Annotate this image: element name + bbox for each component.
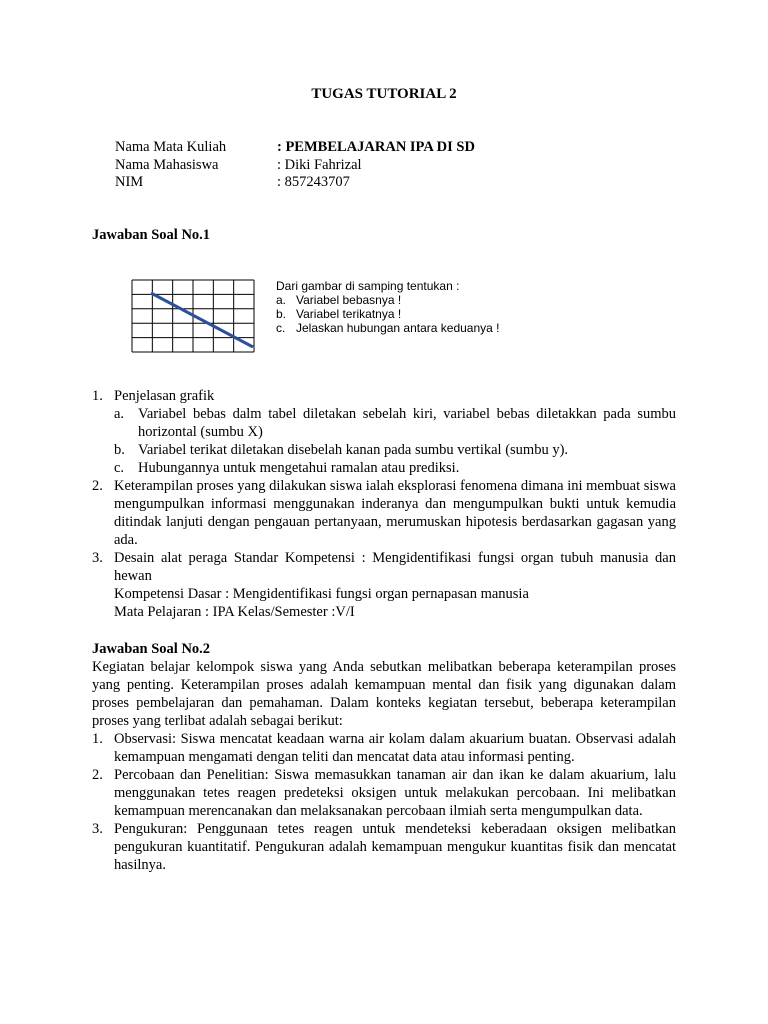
answer-item <box>92 477 676 549</box>
answer-item <box>92 549 676 621</box>
sub-item <box>114 405 676 441</box>
sub-item <box>114 459 676 477</box>
answer-text: Kompetensi Dasar : Mengidentifikasi fungsi organ pernapasan manusia <box>114 586 529 602</box>
answer-item <box>92 766 676 820</box>
question-letter: b. <box>276 307 287 321</box>
sub-letter: b. <box>114 442 125 458</box>
answer-number: 2. <box>92 478 103 494</box>
sub-text: Variabel terikat diletakan disebelah kanan pada sumbu vertikal (sumbu y). <box>138 442 569 458</box>
answer-text: Desain alat peraga Standar Kompetensi : Mengidentifikasi fungsi organ tubuh manusia dan hewan <box>114 550 676 584</box>
sub-text: Variabel bebas dalm tabel diletakan sebelah kiri, variabel bebas diletakkan pada sumbu horizontal (sumbu X) <box>138 406 676 440</box>
question-letter: c. <box>276 321 286 335</box>
question-letter: a. <box>276 293 287 307</box>
question-box <box>276 279 500 335</box>
answers-section-2 <box>92 658 676 874</box>
intro-paragraph: Kegiatan belajar kelompok siswa yang Anda sebutkan melibatkan beberapa keterampilan proses yang penting. Keterampilan proses adalah kemampuan mental dan fisik yang digunakan dalam proses pembelajaran dan pemahaman. Dalam konteks kegiatan tersebut, beberapa keterampilan proses yang terlibat adalah sebagai berikut: <box>92 659 676 729</box>
answer-text: Percobaan dan Penelitian: Siswa memasukkan tanaman air dan ikan ke dalam akuarium, lalu menggunakan tetes reagen predeteksi oksigen untuk melakukan percobaan. Ini melibatkan kemampuan merencanakan dan melaksanakan percobaan ilmiah serta mengumpulkan data. <box>114 767 676 819</box>
info-block <box>115 138 475 191</box>
info-value: : 857243707 <box>277 174 350 190</box>
info-row-student <box>115 156 475 174</box>
info-label: Nama Mata Kuliah <box>115 139 227 155</box>
section-heading-1: Jawaban Soal No.1 <box>92 227 211 243</box>
question-item <box>276 307 500 321</box>
answer-text: Observasi: Siswa mencatat keadaan warna air kolam dalam akuarium buatan. Observasi adalah kemampuan mengamati dengan teliti dan mencatat data atau informasi penting. <box>114 731 676 765</box>
answer-text: Mata Pelajaran : IPA Kelas/Semester :V/I <box>114 604 355 620</box>
sub-letter: c. <box>114 460 125 476</box>
answer-number: 3. <box>92 821 103 837</box>
answer-text: Penjelasan grafik <box>114 388 215 404</box>
question-text: Variabel bebasnya ! <box>296 293 402 307</box>
info-label: NIM <box>115 174 144 190</box>
question-text: Jelaskan hubungan antara keduanya ! <box>296 321 500 335</box>
question-item <box>276 321 500 335</box>
sub-letter: a. <box>114 406 125 422</box>
question-item <box>276 293 500 307</box>
graph-figure <box>131 279 255 353</box>
answer-number: 1. <box>92 388 103 404</box>
question-text: Variabel terikatnya ! <box>296 307 402 321</box>
info-value: : PEMBELAJARAN IPA DI SD <box>277 139 475 155</box>
answer-text: Keterampilan proses yang dilakukan siswa ialah eksplorasi fenomena dimana ini membuat siswa mengumpulkan informasi menggunakan inderanya dan mengumpulkan bukti untuk kemudia ditindak lanjuti dengan pengauan pertanyaan, merumuskan hipotesis berdasarkan gagasan yang ada. <box>114 478 676 548</box>
info-row-nim <box>115 173 475 191</box>
question-intro: Dari gambar di samping tentukan : <box>276 279 460 293</box>
answer-text: Pengukuran: Penggunaan tetes reagen untuk mendeteksi keberadaan oksigen melibatkan pengukuran kuantitatif. Pengukuran adalah kemampuan mengukur kuantitas fisik dan mencatat hasilnya. <box>114 821 676 873</box>
answer-item <box>92 387 676 477</box>
trend-line <box>151 293 253 347</box>
answer-number: 3. <box>92 550 103 566</box>
answer-item <box>92 730 676 766</box>
document-title: TUGAS TUTORIAL 2 <box>311 86 457 102</box>
info-label: Nama Mahasiswa <box>115 156 219 173</box>
answers-section-1 <box>92 387 676 621</box>
answer-number: 1. <box>92 731 103 747</box>
sub-text: Hubungannya untuk mengetahui ramalan atau prediksi. <box>138 460 460 476</box>
answer-item <box>92 820 676 874</box>
section-heading-2: Jawaban Soal No.2 <box>92 641 211 657</box>
info-value: : Diki Fahrizal <box>277 156 362 173</box>
info-row-course <box>115 138 475 156</box>
answer-number: 2. <box>92 767 103 783</box>
sub-item <box>114 441 676 459</box>
